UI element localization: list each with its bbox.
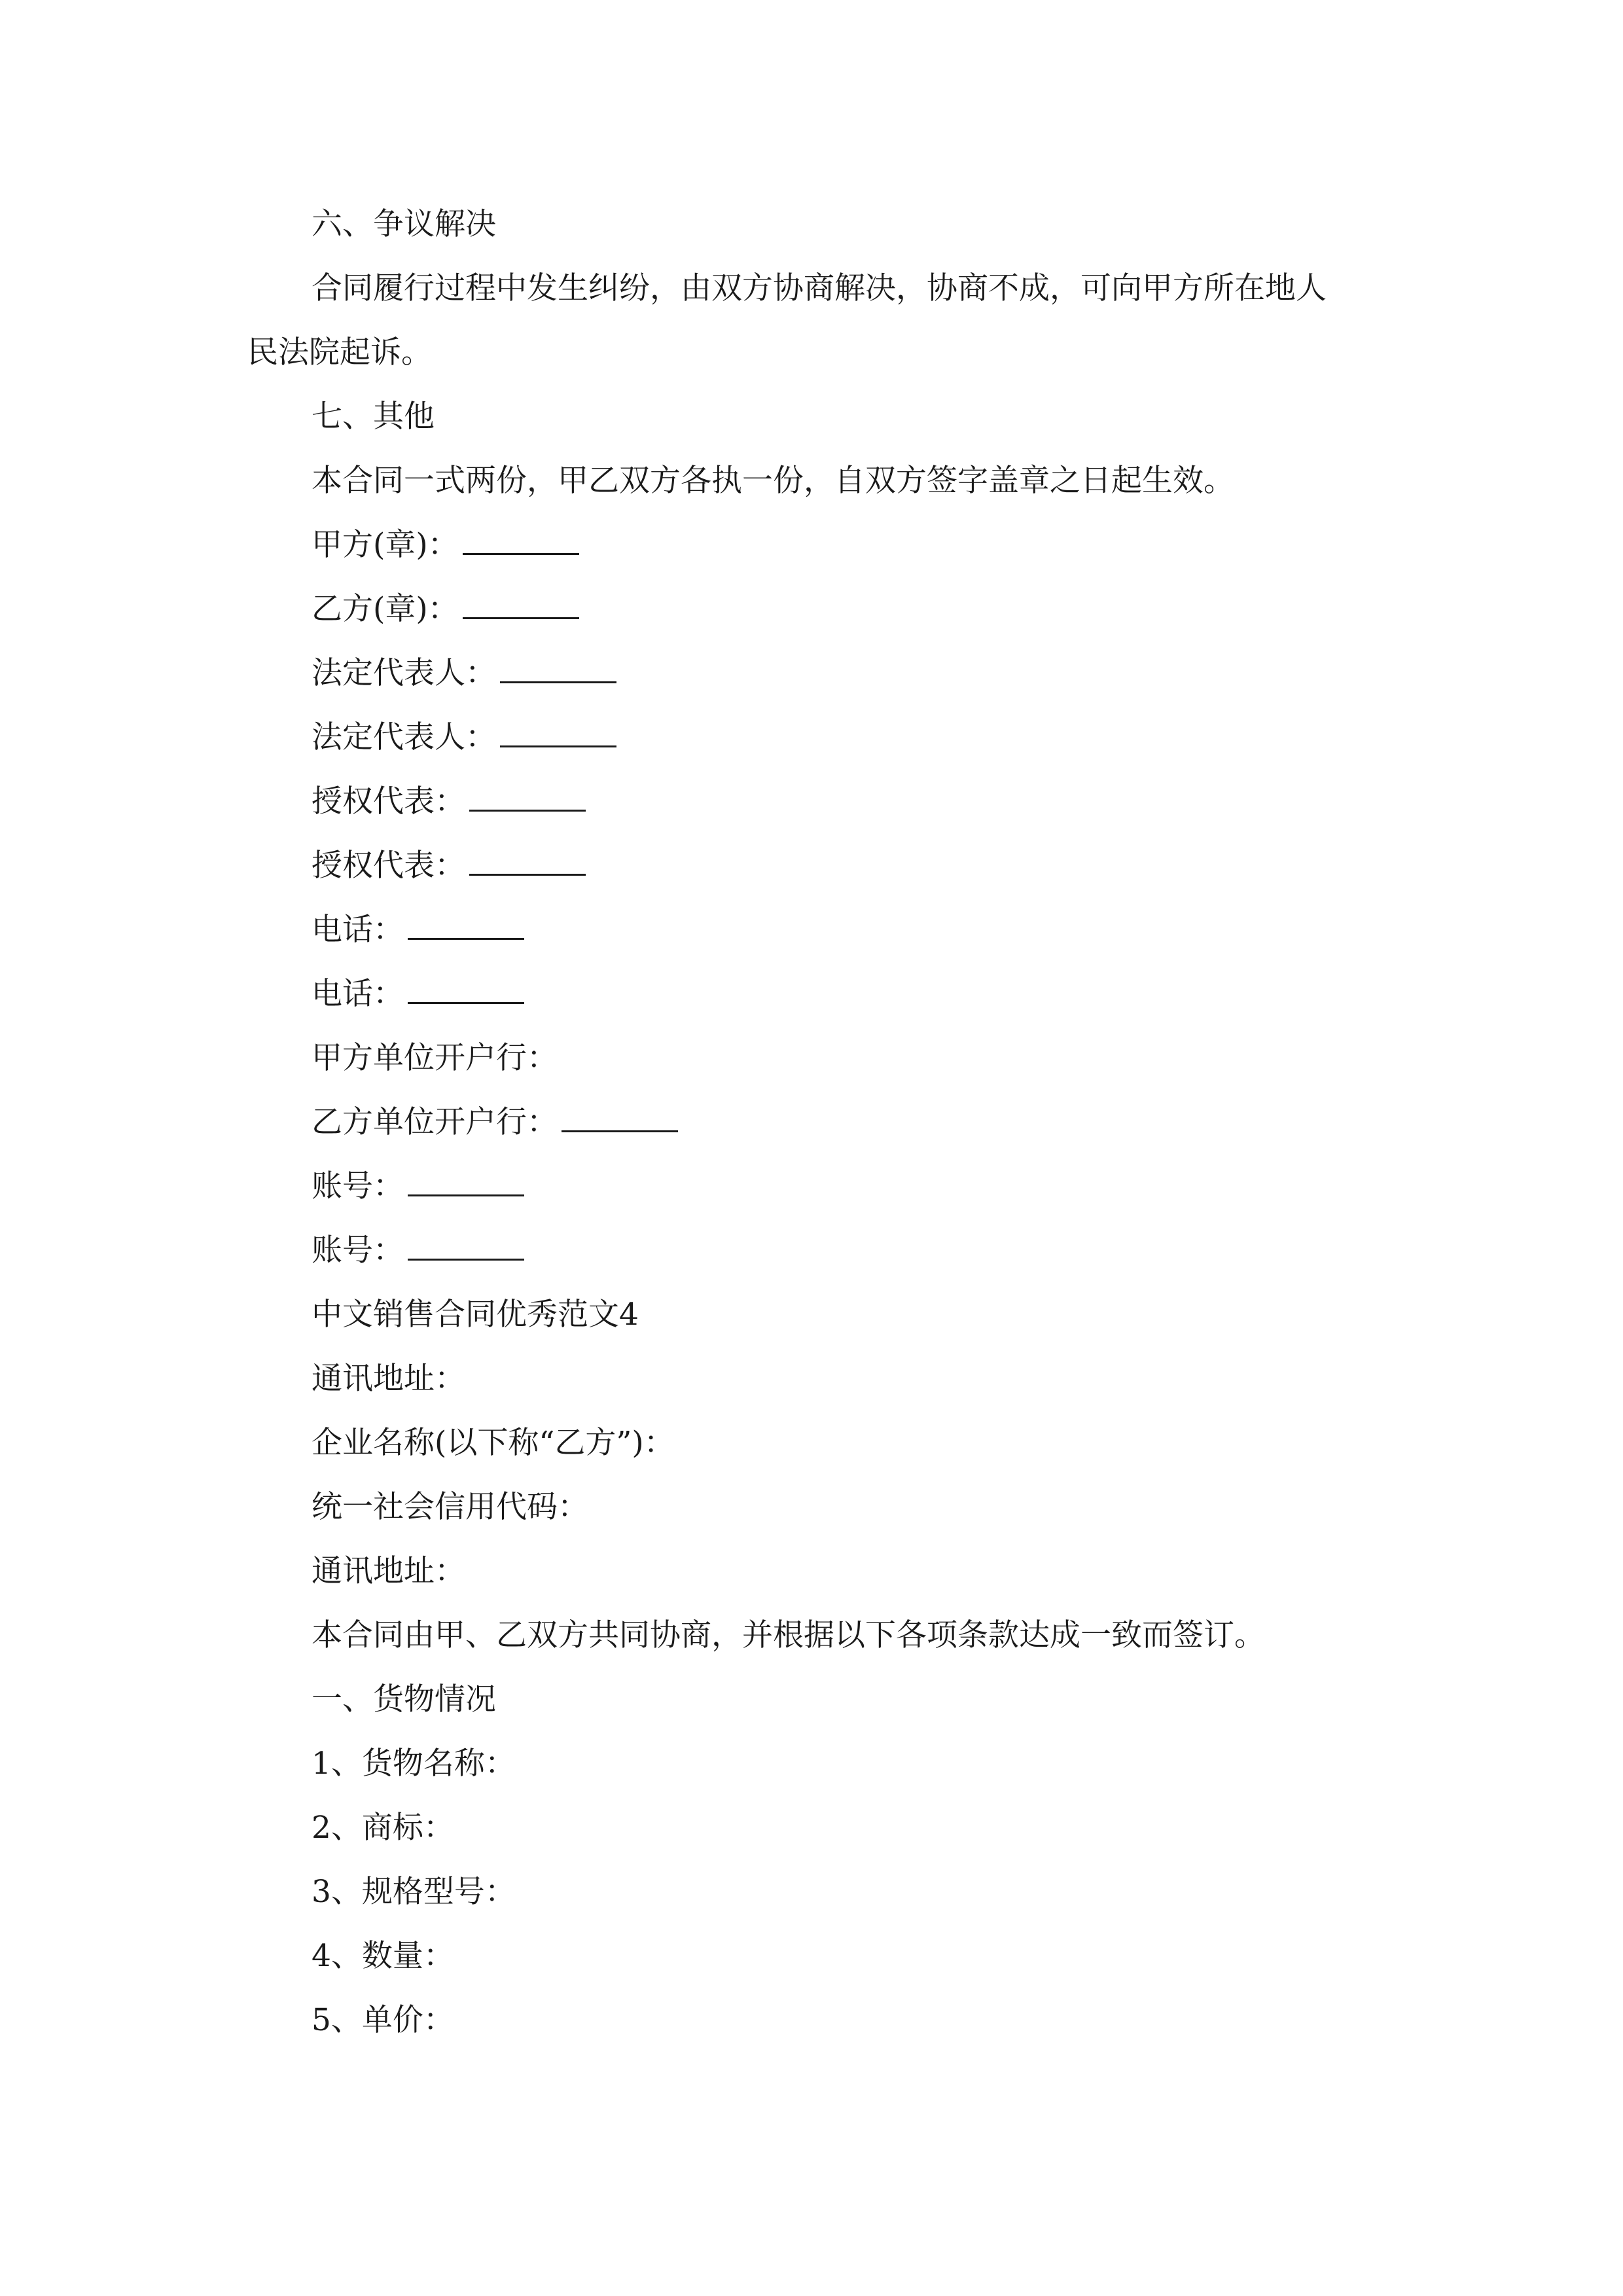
signature-field: 甲方(章)： <box>0 513 1623 577</box>
signature-field: 法定代表人： <box>0 706 1623 770</box>
fill-in-blank <box>500 649 616 683</box>
phone-field: 电话： <box>0 898 1623 962</box>
account-field: 账号： <box>0 1155 1623 1219</box>
paragraph-line: 通讯地址： <box>312 1361 465 1397</box>
list-item: 3、规格型号： <box>312 1874 516 1910</box>
paragraph-line: 统一社会信用代码： <box>312 1489 588 1525</box>
paragraph-line: 通讯地址： <box>312 1553 465 1589</box>
section-heading-goods: 一、货物情况 <box>312 1681 496 1717</box>
section-heading-dispute: 六、争议解决 <box>312 206 496 242</box>
bank-field: 甲方单位开户行： <box>312 1040 558 1076</box>
signature-field: 乙方(章)： <box>0 577 1623 641</box>
fill-in-blank <box>463 584 579 619</box>
document-body <box>0 192 1623 2053</box>
fill-in-blank <box>408 1226 524 1261</box>
document-section-title: 中文销售合同优秀范文4 <box>312 1297 639 1333</box>
fill-in-blank <box>408 969 524 1004</box>
fill-in-blank <box>562 1098 678 1132</box>
paragraph-line: 本合同由甲、乙双方共同协商，并根据以下各项条款达成一致而签订。 <box>312 1617 1265 1653</box>
account-field: 账号： <box>0 1219 1623 1283</box>
phone-field: 电话： <box>0 962 1623 1026</box>
list-item: 5、单价： <box>312 2002 454 2038</box>
list-item: 1、货物名称： <box>312 1746 516 1782</box>
bank-field: 乙方单位开户行： <box>0 1090 1623 1155</box>
list-item: 4、数量： <box>312 1938 454 1974</box>
paragraph-line: 合同履行过程中发生纠纷，由双方协商解决，协商不成，可向甲方所在地人 <box>312 270 1327 306</box>
signature-field: 授权代表： <box>0 834 1623 898</box>
paragraph-line: 民法院起诉。 <box>247 334 432 370</box>
signature-field: 法定代表人： <box>0 641 1623 706</box>
fill-in-blank <box>408 1162 524 1196</box>
paragraph-line: 本合同一式两份，甲乙双方各执一份，自双方签字盖章之日起生效。 <box>312 463 1234 499</box>
signature-field: 授权代表： <box>0 770 1623 834</box>
list-item: 2、商标： <box>312 1810 454 1846</box>
fill-in-blank <box>463 520 579 555</box>
paragraph-line: 企业名称(以下称“乙方”)： <box>312 1425 675 1461</box>
fill-in-blank <box>469 777 586 812</box>
fill-in-blank <box>469 841 586 876</box>
fill-in-blank <box>408 905 524 940</box>
section-heading-other: 七、其他 <box>312 399 435 435</box>
fill-in-blank <box>500 713 616 747</box>
